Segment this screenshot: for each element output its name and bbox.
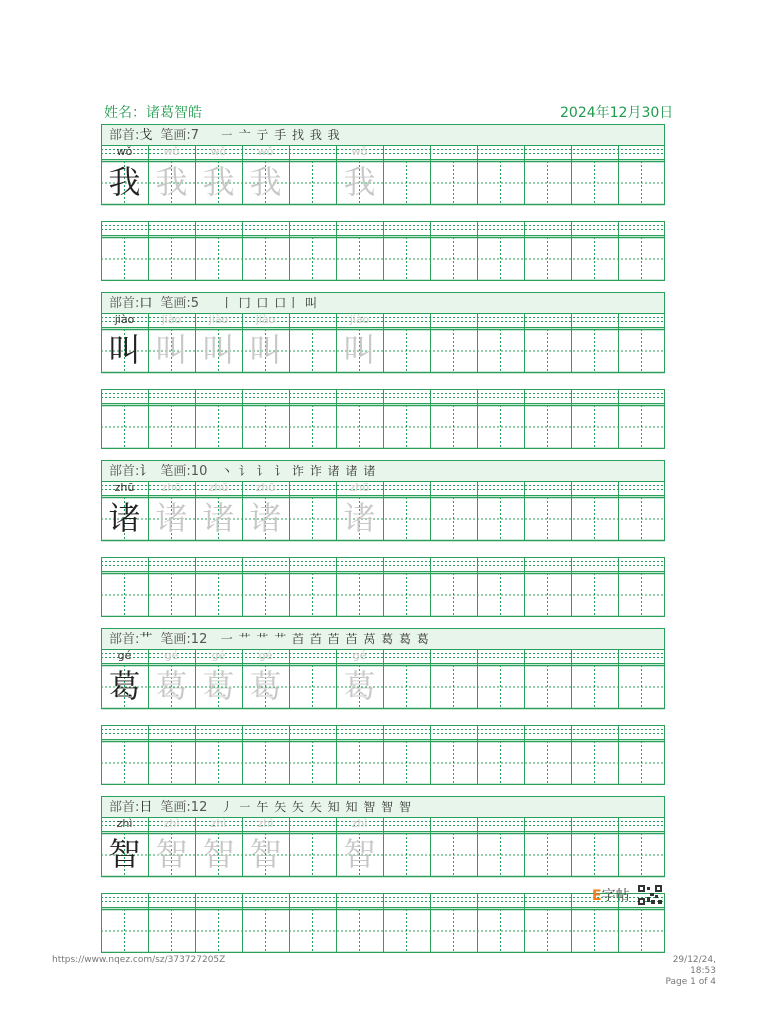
trace-character-cell — [195, 649, 242, 709]
radical-label: 部首: — [109, 464, 140, 479]
hanzi: 我 — [108, 163, 141, 201]
pinyin: gé — [211, 649, 226, 662]
stroke-count-value: 7 — [190, 128, 200, 143]
pinyin: zhì — [116, 817, 133, 830]
pinyin: gé — [164, 649, 179, 662]
trace-character-cell — [242, 649, 289, 709]
qr-code-icon — [638, 885, 662, 905]
radical-label: 部首: — [109, 800, 140, 815]
radical-value: 日 — [139, 800, 153, 815]
trace-character-cell — [195, 313, 242, 373]
character-info-bar — [101, 460, 665, 482]
hanzi: 智 — [155, 835, 188, 873]
character-block — [101, 796, 665, 953]
character-block — [101, 124, 665, 281]
pinyin: zhū — [114, 481, 135, 494]
hanzi: 智 — [202, 835, 235, 873]
stroke-order: 丨 冂 口 口丨 叫 — [220, 296, 319, 310]
model-character-cell — [101, 145, 148, 205]
hanzi: 葛 — [343, 667, 376, 705]
hanzi: 诸 — [155, 499, 188, 537]
trace-character-cell — [148, 649, 195, 709]
stroke-order: 丶 讠 讠 讠 诈 诈 诸 诸 诸 — [220, 464, 377, 478]
character-block — [101, 292, 665, 449]
character-info-bar — [101, 292, 665, 314]
stroke-count-label: 笔画: — [160, 800, 191, 815]
pinyin: wǒ — [163, 145, 180, 158]
trace-character-cell — [148, 481, 195, 541]
pinyin: gé — [117, 649, 132, 662]
hanzi: 叫 — [249, 331, 282, 369]
footer-timestamp: 29/12/24, 18:53 Page 1 of 4 — [665, 955, 716, 987]
trace-character-cell — [336, 817, 383, 877]
pinyin: jiào — [114, 313, 135, 326]
hanzi: 我 — [155, 163, 188, 201]
hanzi: 我 — [249, 163, 282, 201]
hanzi: 叫 — [343, 331, 376, 369]
pinyin: zhì — [163, 817, 180, 830]
character-info-bar — [101, 796, 665, 818]
pinyin: gé — [258, 649, 273, 662]
hanzi: 诸 — [202, 499, 235, 537]
pinyin: zhū — [255, 481, 276, 494]
trace-character-cell — [195, 817, 242, 877]
trace-character-cell — [148, 313, 195, 373]
stroke-count-value: 12 — [190, 632, 208, 647]
pinyin: wǒ — [351, 145, 368, 158]
student-name: 姓名：诸葛智皓 — [104, 105, 202, 121]
pinyin: jiào — [161, 313, 182, 326]
trace-character-cell — [242, 313, 289, 373]
stroke-order: ㇐ 亠 亍 手 找 我 我 — [220, 128, 341, 142]
hanzi: 我 — [202, 163, 235, 201]
radical-value: 戈 — [139, 128, 153, 143]
pinyin: jiào — [349, 313, 370, 326]
hanzi: 诸 — [249, 499, 282, 537]
hanzi: 葛 — [249, 667, 282, 705]
character-info-bar — [101, 628, 665, 650]
trace-character-cell — [336, 481, 383, 541]
hanzi: 诸 — [108, 499, 141, 537]
model-character-cell — [101, 817, 148, 877]
trace-character-cell — [195, 481, 242, 541]
stroke-count-label: 笔画: — [160, 296, 191, 311]
character-block — [101, 628, 665, 785]
trace-character-cell — [336, 649, 383, 709]
character-row — [101, 145, 665, 205]
brand-logo: E字帖 — [592, 888, 630, 904]
stroke-count-label: 笔画: — [160, 632, 191, 647]
worksheet-date: 2024年12月30日 — [560, 105, 674, 121]
trace-character-cell — [242, 817, 289, 877]
model-character-cell — [101, 481, 148, 541]
hanzi: 葛 — [155, 667, 188, 705]
stroke-count-value: 5 — [190, 296, 200, 311]
radical-value: 艹 — [139, 632, 153, 647]
hanzi: 诸 — [343, 499, 376, 537]
pinyin: gé — [352, 649, 367, 662]
stroke-count-value: 10 — [190, 464, 208, 479]
pinyin: zhū — [161, 481, 182, 494]
character-info-bar — [101, 124, 665, 146]
radical-label: 部首: — [109, 128, 140, 143]
stroke-order: 一 艹 艹 艹 苩 苩 苩 苩 莴 葛 葛 葛 — [220, 632, 430, 646]
hanzi: 叫 — [108, 331, 141, 369]
trace-character-cell — [148, 145, 195, 205]
pinyin: wǒ — [116, 145, 133, 158]
trace-character-cell — [336, 313, 383, 373]
model-character-cell — [101, 649, 148, 709]
character-row — [101, 313, 665, 373]
radical-value: 口 — [139, 296, 153, 311]
radical-label: 部首: — [109, 296, 140, 311]
hanzi: 智 — [343, 835, 376, 873]
radical-label: 部首: — [109, 632, 140, 647]
pinyin: jiào — [208, 313, 229, 326]
pinyin: zhì — [210, 817, 227, 830]
footer-url[interactable]: https://www.nqez.com/sz/373727205Z — [52, 955, 226, 965]
trace-character-cell — [242, 481, 289, 541]
stroke-order: 丿 ㇐ 午 矢 矢 矢 知 知 智 智 智 — [220, 800, 412, 814]
hanzi: 我 — [343, 163, 376, 201]
stroke-count-value: 12 — [190, 800, 208, 815]
trace-character-cell — [195, 145, 242, 205]
character-row — [101, 649, 665, 709]
pinyin: wǒ — [210, 145, 227, 158]
hanzi: 葛 — [202, 667, 235, 705]
pinyin: jiào — [255, 313, 276, 326]
model-character-cell — [101, 313, 148, 373]
hanzi: 葛 — [108, 667, 141, 705]
character-row — [101, 481, 665, 541]
pinyin: zhū — [349, 481, 370, 494]
hanzi: 智 — [108, 835, 141, 873]
trace-character-cell — [242, 145, 289, 205]
character-row — [101, 817, 665, 877]
pinyin: zhì — [351, 817, 368, 830]
pinyin: wǒ — [257, 145, 274, 158]
radical-value: 讠 — [139, 464, 153, 479]
stroke-count-label: 笔画: — [160, 128, 191, 143]
trace-character-cell — [148, 817, 195, 877]
hanzi: 智 — [249, 835, 282, 873]
stroke-count-label: 笔画: — [160, 464, 191, 479]
pinyin: zhì — [257, 817, 274, 830]
pinyin: zhū — [208, 481, 229, 494]
character-block — [101, 460, 665, 617]
hanzi: 叫 — [202, 331, 235, 369]
hanzi: 叫 — [155, 331, 188, 369]
trace-character-cell — [336, 145, 383, 205]
